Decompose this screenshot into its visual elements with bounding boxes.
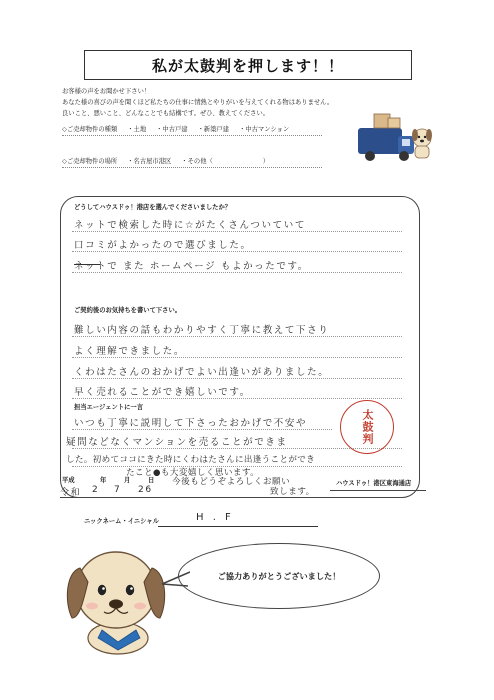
cheek-blush [134,603,146,610]
stamp-text: 太鼓判 [361,409,374,445]
date-era-printed: 平成 [62,477,75,484]
truck-cargo [358,128,402,154]
answer-line: いつも丁寧に説明して下さったおかげで不安や [74,418,308,429]
nickname-label: ニックネーム・イニシャル [84,518,159,525]
property-type-label: ◇ご売却物件の種類 [62,126,118,133]
dog-eye-icon [424,136,426,138]
dog-nose-icon [420,140,424,143]
answer-line: 疑問などなくマンションを売ることができま [66,437,288,448]
property-location-label: ◇ご売却物件の場所 [62,158,118,165]
date-month-label: 月 [124,477,131,484]
divider [62,135,322,136]
answer-line: よく理解できました。 [74,346,186,357]
writing-rule [72,378,402,379]
writing-rule [72,251,402,252]
question-label: ご契約後のお気持ちを書いて下さい。 [74,307,182,314]
divider [62,167,322,168]
cheek-blush [86,603,98,610]
dog-body-icon [415,146,429,158]
answer-line: たこと●も大変嬉しく思います。 [126,468,260,478]
answer-line: ネットで また ホームページ もよかったです。 [74,261,309,272]
page-title: 私が太鼓判を押します！！ [151,56,344,75]
property-type-option: ・新築戸建 [197,126,230,133]
intro-line: あなた様の喜びの声を聞くほど私たちの仕事に情熱とやりがいを与えてくれる物はありません。 [62,99,334,106]
writing-rule [72,336,402,337]
property-location-option: ・名古屋市港区 [127,158,172,165]
truck-wheel [399,151,409,161]
intro-line: お客様の声をお聞かせ下さい！ [62,88,151,95]
nickname-underline [158,526,318,527]
truck-wheel [365,151,375,161]
answer-line: 早く売れることができ嬉しいです。 [74,387,251,398]
eye-highlight [130,587,133,590]
dog-eye-icon [418,136,420,138]
dog-ear-icon [426,129,432,141]
property-type-option: ・土地 [127,126,147,133]
speech-bubble [178,543,380,609]
answer-line: 今後もどうぞよろしくお願い [172,477,291,487]
date-year-value: 2 [92,485,100,495]
question-label: 担当エージェントに一言 [74,404,144,411]
answer-line: 難しい内容の話もわかりやすく丁寧に教えて下さり [74,325,330,336]
box-icon [388,118,400,128]
stamp-seal [340,400,394,454]
strikethrough-mark [74,264,100,265]
dog-eye-icon [126,585,134,595]
nickname-value: H . F [196,512,234,523]
writing-rule [72,272,402,273]
intro-line: 良いこと、悪いこと、どんなことでも結構です。ぜひ、教えてください。 [62,110,270,117]
question-label: どうしてハウスドゥ！港店を選んでくださいましたか？ [74,204,232,211]
writing-rule [72,231,402,232]
writing-rule [72,398,402,399]
writing-rule [72,429,332,430]
date-underline [60,497,168,498]
property-location-row [62,156,269,165]
store-name: ハウスドゥ！港区東海通店 [336,480,412,487]
dog-mascot-illustration [58,538,176,656]
answer-line: くわはたさんのおかげでよい出逢いがありました。 [74,367,330,378]
property-location-close: ） [262,158,270,165]
thanks-message: ご協力ありがとうございました！ [217,570,341,581]
answer-line: した。初めてココにきた時にくわはたさんに出逢うことができ [66,455,316,465]
answer-line: 口コミがよかったので選びました。 [74,240,252,251]
property-type-option: ・中古戸建 [156,126,188,133]
date-year-label: 年 [100,477,107,484]
property-type-row [62,124,289,133]
dog-nose-icon [109,599,123,608]
date-day-value: 26 [138,485,153,495]
answer-line: 致します。 [270,487,315,497]
date-day-label: 日 [148,477,155,484]
property-location-option: ・その他（ [181,158,213,165]
dog-ear-icon [412,129,418,141]
date-era-handwritten: 令和 [60,488,82,498]
dog-head-icon [76,552,156,628]
store-underline [330,490,426,491]
answer-line: ネットで検索した時に☆がたくさんついていて [74,220,306,231]
moving-truck-illustration [352,108,436,168]
dog-eye-icon [98,585,106,595]
truck-window [402,139,410,146]
property-type-option: ・中古マンション [239,126,290,133]
date-month-value: 7 [114,485,122,495]
eye-highlight [102,587,105,590]
writing-rule [72,357,402,358]
title-box [84,50,412,80]
